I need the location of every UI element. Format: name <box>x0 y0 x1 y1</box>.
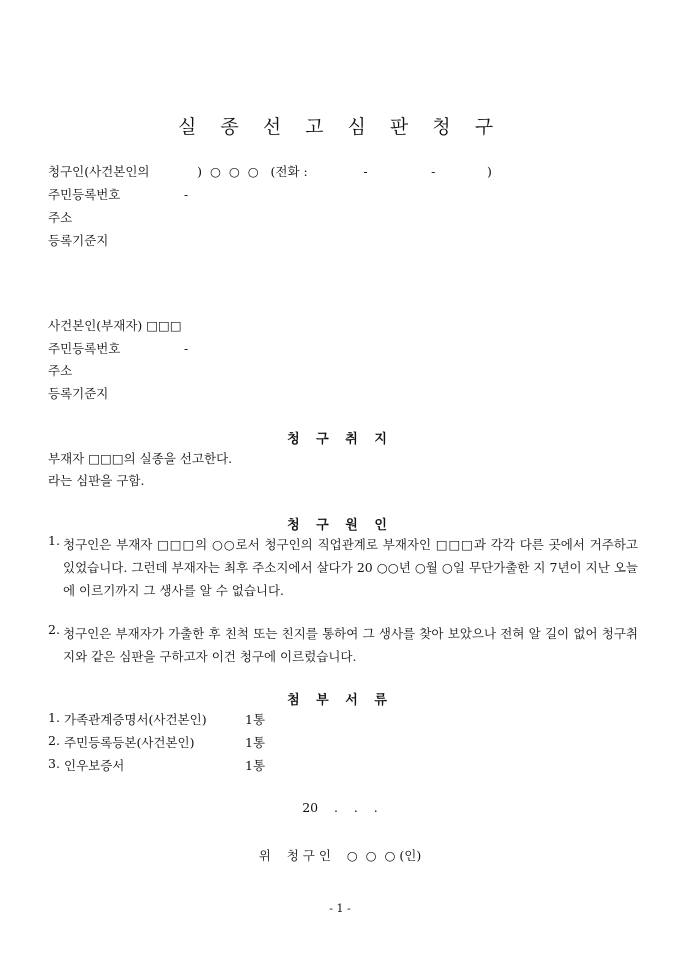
attachment-number: 1. <box>48 710 60 725</box>
attachment-row <box>48 733 288 753</box>
page-number: - 1 - <box>329 902 351 915</box>
claimant-address: 주소 <box>48 210 73 225</box>
attachments-heading: 첨 부 서 류 <box>287 693 393 708</box>
cause-item-text: 청구인은 부재자 □□□의 ○○로서 청구인의 직업관계로 부재자인 □□□과 각각 다른 곳에서 거주하고 있었습니다. 그런데 부재자는 최후 주소지에서 살다가 20 ○○년 ○월 ○일 무단가출한 지 7년이 지난 오늘에 이르기까지 그 생사를 알 수 없습니다. <box>63 537 638 598</box>
document-title: 실 종 선 고 심 판 청 구 <box>177 116 503 138</box>
attachment-row <box>48 710 288 730</box>
cause-item-number: 1. <box>48 533 60 548</box>
attachment-number: 3. <box>48 756 60 771</box>
attachment-row <box>48 756 288 776</box>
cause-item <box>48 622 638 668</box>
attachment-quantity: 1통 <box>245 758 266 773</box>
attachment-quantity: 1통 <box>245 735 266 750</box>
subject-address: 주소 <box>48 363 73 378</box>
signature-line: 위 청 구 인 ○ ○ ○ (인) <box>258 848 422 863</box>
claimant-name-line: 청구인(사건본인의 ) ○ ○ ○ (전화 : - - ) <box>48 164 492 179</box>
attachment-name: 인우보증서 <box>64 758 125 773</box>
subject-rrn: 주민등록번호 - <box>48 341 189 356</box>
cause-heading: 청 구 원 인 <box>287 518 393 533</box>
cause-item-text: 청구인은 부재자가 가출한 후 친척 또는 친지를 통하여 그 생사를 찾아 보았으나 전혀 알 길이 없어 청구취지와 같은 심판을 구하고자 이건 청구에 이르렀습니다. <box>63 626 638 664</box>
cause-item <box>48 533 638 602</box>
filing-date: 20 . . . <box>302 800 378 815</box>
subject-name-line: 사건본인(부재자) □□□ <box>48 318 182 333</box>
attachment-name: 주민등록등본(사건본인) <box>64 735 195 750</box>
attachment-number: 2. <box>48 733 60 748</box>
purpose-heading: 청 구 취 지 <box>287 432 393 447</box>
cause-item-number: 2. <box>48 622 60 637</box>
purpose-line-1: 부재자 □□□의 실종을 선고한다. <box>48 451 233 466</box>
purpose-line-2: 라는 심판을 구함. <box>48 473 145 488</box>
claimant-domicile: 등록기준지 <box>48 233 109 248</box>
attachment-name: 가족관계증명서(사건본인) <box>64 712 207 727</box>
subject-domicile: 등록기준지 <box>48 386 109 401</box>
attachment-quantity: 1통 <box>245 712 266 727</box>
claimant-rrn: 주민등록번호 - <box>48 187 189 202</box>
